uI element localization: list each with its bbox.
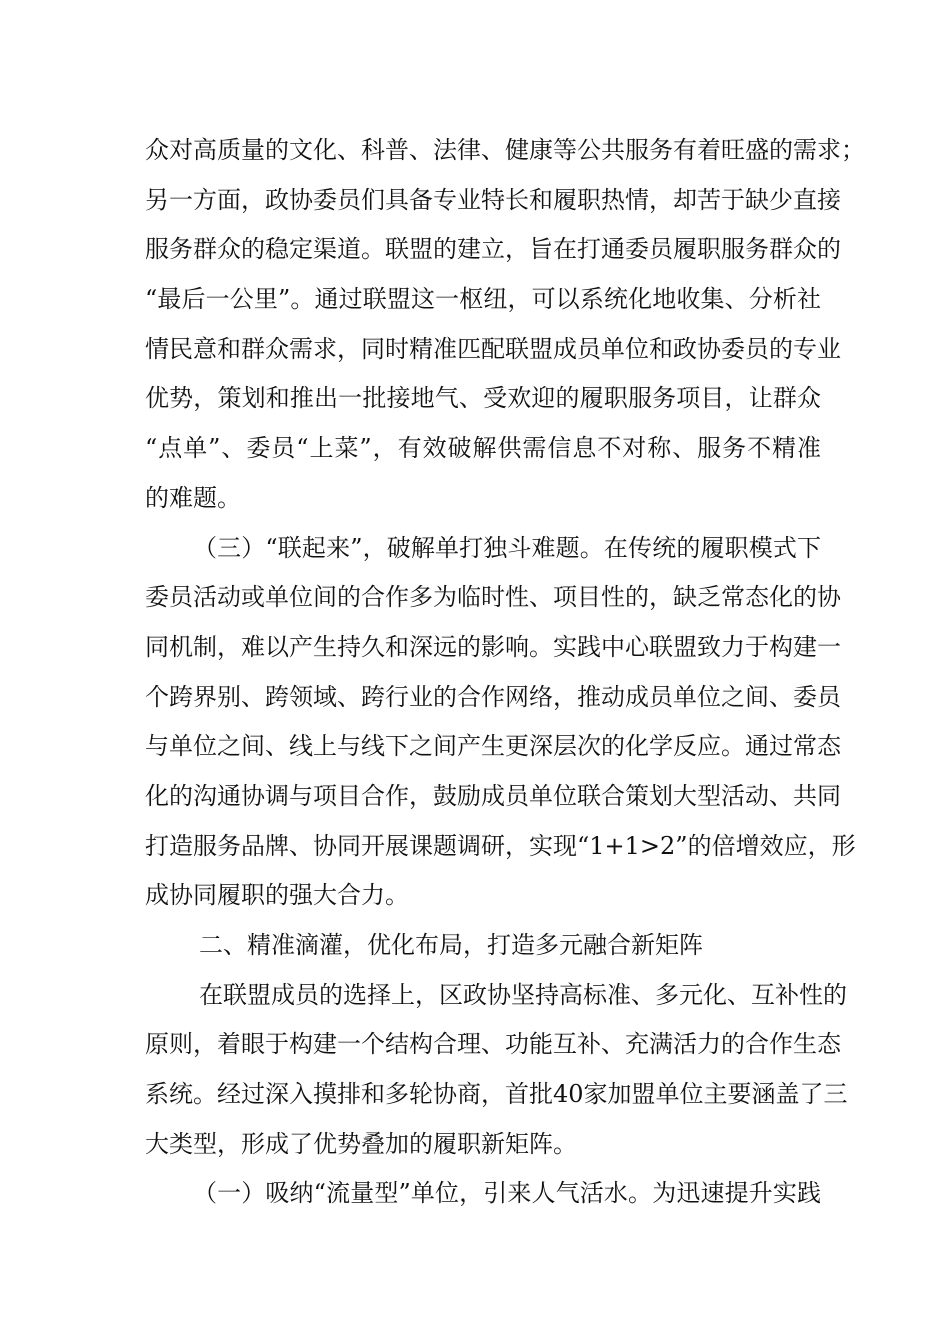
paragraph-member-selection [145,971,848,1170]
paragraph-traffic-units [145,1169,821,1219]
document-page [145,126,865,1219]
text-line: 原则，着眼于构建一个结构合理、功能互补、充满活力的合作生态 [145,1030,841,1059]
text-line: 在联盟成员的选择上，区政协坚持高标准、多元化、互补性的 [199,980,847,1009]
section-heading: 二、精准滴灌，优化布局，打造多元融合新矩阵 [199,931,703,959]
text-line: 另一方面，政协委员们具备专业特长和履职热情，却苦于缺少直接 [145,185,841,214]
paragraph-service-needs [145,126,865,524]
text-line: 大类型，形成了优势叠加的履职新矩阵。 [145,1129,577,1158]
text-line: 优势，策划和推出一批接地气、受欢迎的履职服务项目，让群众 [145,384,821,413]
text-line: 同机制，难以产生持久和深远的影响。实践中心联盟致力于构建一 [145,632,841,661]
text-line: 的难题。 [145,483,241,512]
text-line: 化的沟通协调与项目合作，鼓励成员单位联合策划大型活动、共同 [145,781,841,810]
text-line: 众对高质量的文化、科普、法律、健康等公共服务有着旺盛的需求； [145,136,865,164]
text-line: “点单”、委员“上菜”，有效破解供需信息不对称、服务不精准 [145,434,821,463]
text-line: （一）吸纳“流量型”单位，引来人气活水。为迅速提升实践 [193,1179,821,1208]
text-line: 服务群众的稳定渠道。联盟的建立，旨在打通委员履职服务群众的 [145,235,841,264]
text-line: 系统。经过深入摸排和多轮协商，首批40家加盟单位主要涵盖了三 [145,1080,848,1109]
text-line: 情民意和群众需求，同时精准匹配联盟成员单位和政协委员的专业 [145,334,841,363]
text-line: （三）“联起来”，破解单打独斗难题。在传统的履职模式下 [193,533,821,562]
text-line: 成协同履职的强大合力。 [145,881,409,910]
text-line: 个跨界别、跨领域、跨行业的合作网络，推动成员单位之间、委员 [145,682,841,711]
paragraph-lian-qi-lai [145,524,856,922]
text-line: 与单位之间、线上与线下之间产生更深层次的化学反应。通过常态 [145,732,841,761]
text-line: 打造服务品牌、协同开展课题调研，实现“1+1>2”的倍增效应，形 [145,831,856,860]
text-line: 委员活动或单位间的合作多为临时性、项目性的，缺乏常态化的协 [145,583,841,612]
text-line: “最后一公里”。通过联盟这一枢纽，可以系统化地收集、分析社 [145,285,821,314]
